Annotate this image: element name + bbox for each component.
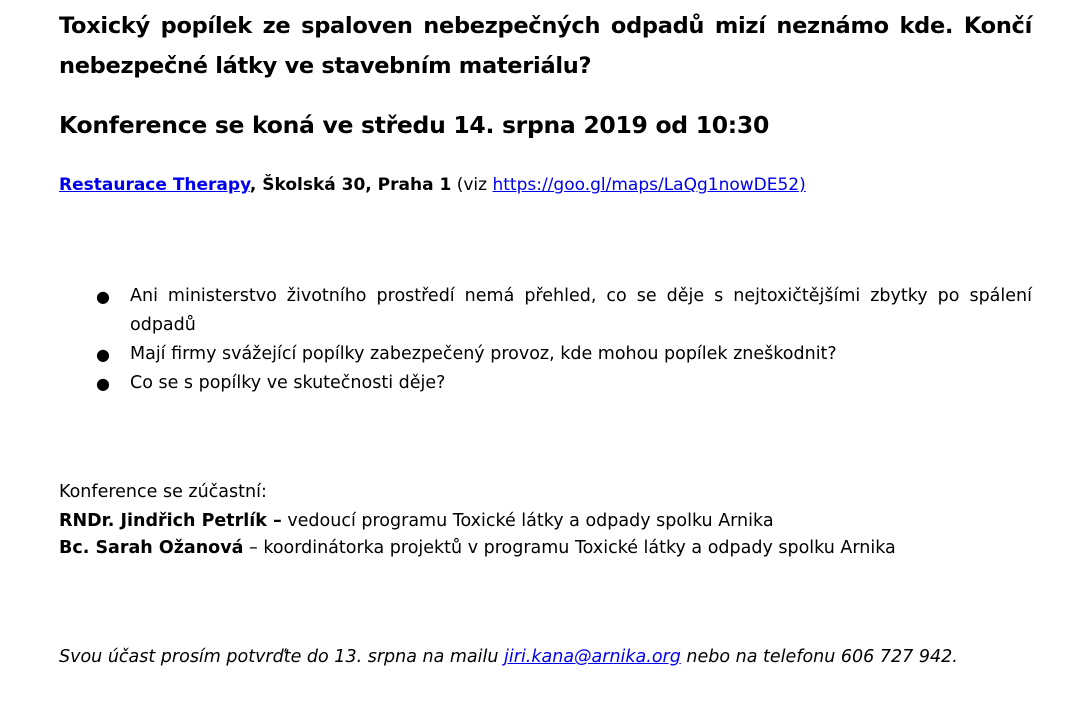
rsvp-suffix: nebo na telefonu 606 727 942. <box>680 647 958 667</box>
attendee-role: – koordinátorka projektů v programu Toxické látky a odpady spolku Arnika <box>243 538 896 558</box>
attendee-line <box>59 535 896 562</box>
venue-link[interactable]: Restaurace Therapy <box>59 175 250 195</box>
list-item <box>59 282 1032 340</box>
list-item <box>59 369 1032 398</box>
rsvp-line <box>59 643 958 671</box>
list-item-text: Co se s popílky ve skutečnosti děje? <box>130 373 446 393</box>
bullet-icon: ● <box>96 374 110 393</box>
conference-date-heading: Konference se koná ve středu 14. srpna 2019 od 10:30 <box>59 111 769 139</box>
attendee-name: RNDr. Jindřich Petrlík – <box>59 511 282 531</box>
rsvp-prefix: Svou účast prosím potvrďte do 13. srpna na mailu <box>59 647 505 667</box>
list-item-text: Ani ministerstvo životního prostředí nemá přehled, co se děje s nejtoxičtějšími zbytky po spálení odpadů <box>130 286 1032 335</box>
attendees-heading: Konference se zúčastní: <box>59 482 267 502</box>
bullet-icon: ● <box>96 345 110 364</box>
map-link[interactable]: https://goo.gl/maps/LaQg1nowDE52) <box>492 175 806 195</box>
venue-via-text: (viz <box>451 175 493 195</box>
attendee-line <box>59 508 774 535</box>
page-title: Toxický popílek ze spaloven nebezpečných odpadů mizí neznámo kde. Končí nebezpečné látky ve stavebním materiálu? <box>59 13 1032 79</box>
list-item <box>59 340 1032 369</box>
email-link[interactable]: jiri.kana@arnika.org <box>504 647 681 667</box>
venue-line <box>59 172 806 198</box>
attendee-role: vedoucí programu Toxické látky a odpady spolku Arnika <box>281 511 774 531</box>
list-item-text: Mají firmy svážející popílky zabezpečený provoz, kde mohou popílek zneškodnit? <box>130 344 837 364</box>
topic-list <box>59 282 1032 398</box>
attendee-name: Bc. Sarah Ožanová <box>59 538 244 558</box>
venue-address: , Školská 30, Praha 1 <box>249 175 452 195</box>
bullet-icon: ● <box>96 287 110 306</box>
